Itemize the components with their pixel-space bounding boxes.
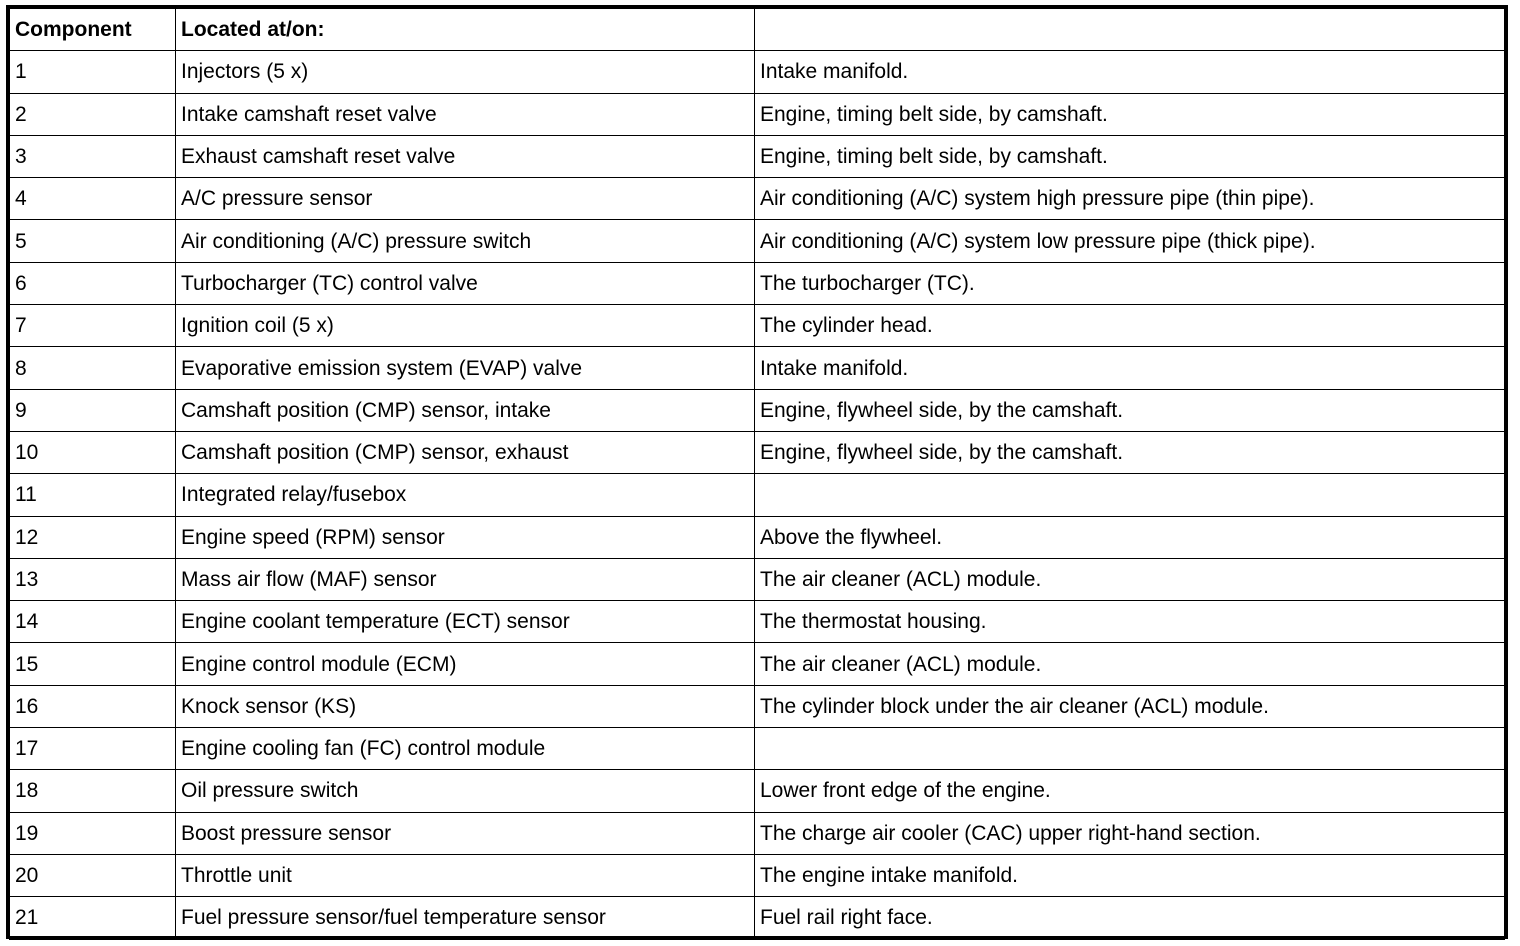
table-row [10,431,1505,473]
table-row [10,262,1505,304]
component-number: 1 [10,51,176,93]
component-location [755,474,1505,516]
component-location: Intake manifold. [755,51,1505,93]
component-name: Air conditioning (A/C) pressure switch [176,220,755,262]
component-location: Air conditioning (A/C) system high pressure pipe (thin pipe). [755,178,1505,220]
component-number: 3 [10,135,176,177]
component-number: 19 [10,812,176,854]
table-row [10,643,1505,685]
table-row [10,347,1505,389]
component-name: Camshaft position (CMP) sensor, exhaust [176,431,755,473]
table-row [10,558,1505,600]
component-number: 16 [10,685,176,727]
component-number: 18 [10,770,176,812]
component-name: Boost pressure sensor [176,812,755,854]
component-number: 17 [10,728,176,770]
component-name: Engine cooling fan (FC) control module [176,728,755,770]
component-name: Throttle unit [176,854,755,896]
component-number: 13 [10,558,176,600]
component-location: The air cleaner (ACL) module. [755,643,1505,685]
table-row [10,812,1505,854]
table-row [10,51,1505,93]
component-location: The charge air cooler (CAC) upper right-hand section. [755,812,1505,854]
component-location: The thermostat housing. [755,601,1505,643]
component-number: 21 [10,897,176,939]
component-name: Exhaust camshaft reset valve [176,135,755,177]
component-number: 11 [10,474,176,516]
component-location [755,728,1505,770]
header-location-detail [755,9,1505,51]
table-row [10,770,1505,812]
component-location: Engine, timing belt side, by camshaft. [755,93,1505,135]
component-name: Oil pressure switch [176,770,755,812]
table-row [10,178,1505,220]
component-number: 8 [10,347,176,389]
table-row [10,220,1505,262]
component-location-table [9,8,1505,940]
component-number: 7 [10,305,176,347]
component-location: Engine, flywheel side, by the camshaft. [755,389,1505,431]
component-number: 12 [10,516,176,558]
table-row [10,389,1505,431]
component-location: Engine, timing belt side, by camshaft. [755,135,1505,177]
component-location: The air cleaner (ACL) module. [755,558,1505,600]
component-name: Knock sensor (KS) [176,685,755,727]
component-number: 9 [10,389,176,431]
component-name: Engine speed (RPM) sensor [176,516,755,558]
table-header-row [10,9,1505,51]
component-location: Fuel rail right face. [755,897,1505,939]
component-number: 6 [10,262,176,304]
component-name: Fuel pressure sensor/fuel temperature sensor [176,897,755,939]
component-name: Intake camshaft reset valve [176,93,755,135]
component-location: Lower front edge of the engine. [755,770,1505,812]
component-name: Ignition coil (5 x) [176,305,755,347]
table-row [10,728,1505,770]
component-location: Air conditioning (A/C) system low pressure pipe (thick pipe). [755,220,1505,262]
table-row [10,93,1505,135]
component-number: 15 [10,643,176,685]
component-name: Mass air flow (MAF) sensor [176,558,755,600]
table-row [10,854,1505,896]
component-location: Above the flywheel. [755,516,1505,558]
table-row [10,305,1505,347]
component-location: The cylinder head. [755,305,1505,347]
component-name: A/C pressure sensor [176,178,755,220]
component-number: 10 [10,431,176,473]
component-number: 5 [10,220,176,262]
component-number: 2 [10,93,176,135]
table-row [10,135,1505,177]
component-name: Camshaft position (CMP) sensor, intake [176,389,755,431]
component-location: The cylinder block under the air cleaner (ACL) module. [755,685,1505,727]
component-name: Injectors (5 x) [176,51,755,93]
table-row [10,516,1505,558]
component-number: 14 [10,601,176,643]
header-component: Component [10,9,176,51]
table-row [10,601,1505,643]
component-location: The engine intake manifold. [755,854,1505,896]
component-name: Engine coolant temperature (ECT) sensor [176,601,755,643]
table-row [10,685,1505,727]
component-location: The turbocharger (TC). [755,262,1505,304]
component-number: 4 [10,178,176,220]
table-body [10,51,1505,939]
component-location-table-frame [6,5,1508,939]
component-name: Turbocharger (TC) control valve [176,262,755,304]
table-row [10,474,1505,516]
component-location: Engine, flywheel side, by the camshaft. [755,431,1505,473]
header-located-at: Located at/on: [176,9,755,51]
component-name: Evaporative emission system (EVAP) valve [176,347,755,389]
component-number: 20 [10,854,176,896]
component-location: Intake manifold. [755,347,1505,389]
table-row [10,897,1505,939]
component-name: Engine control module (ECM) [176,643,755,685]
component-name: Integrated relay/fusebox [176,474,755,516]
